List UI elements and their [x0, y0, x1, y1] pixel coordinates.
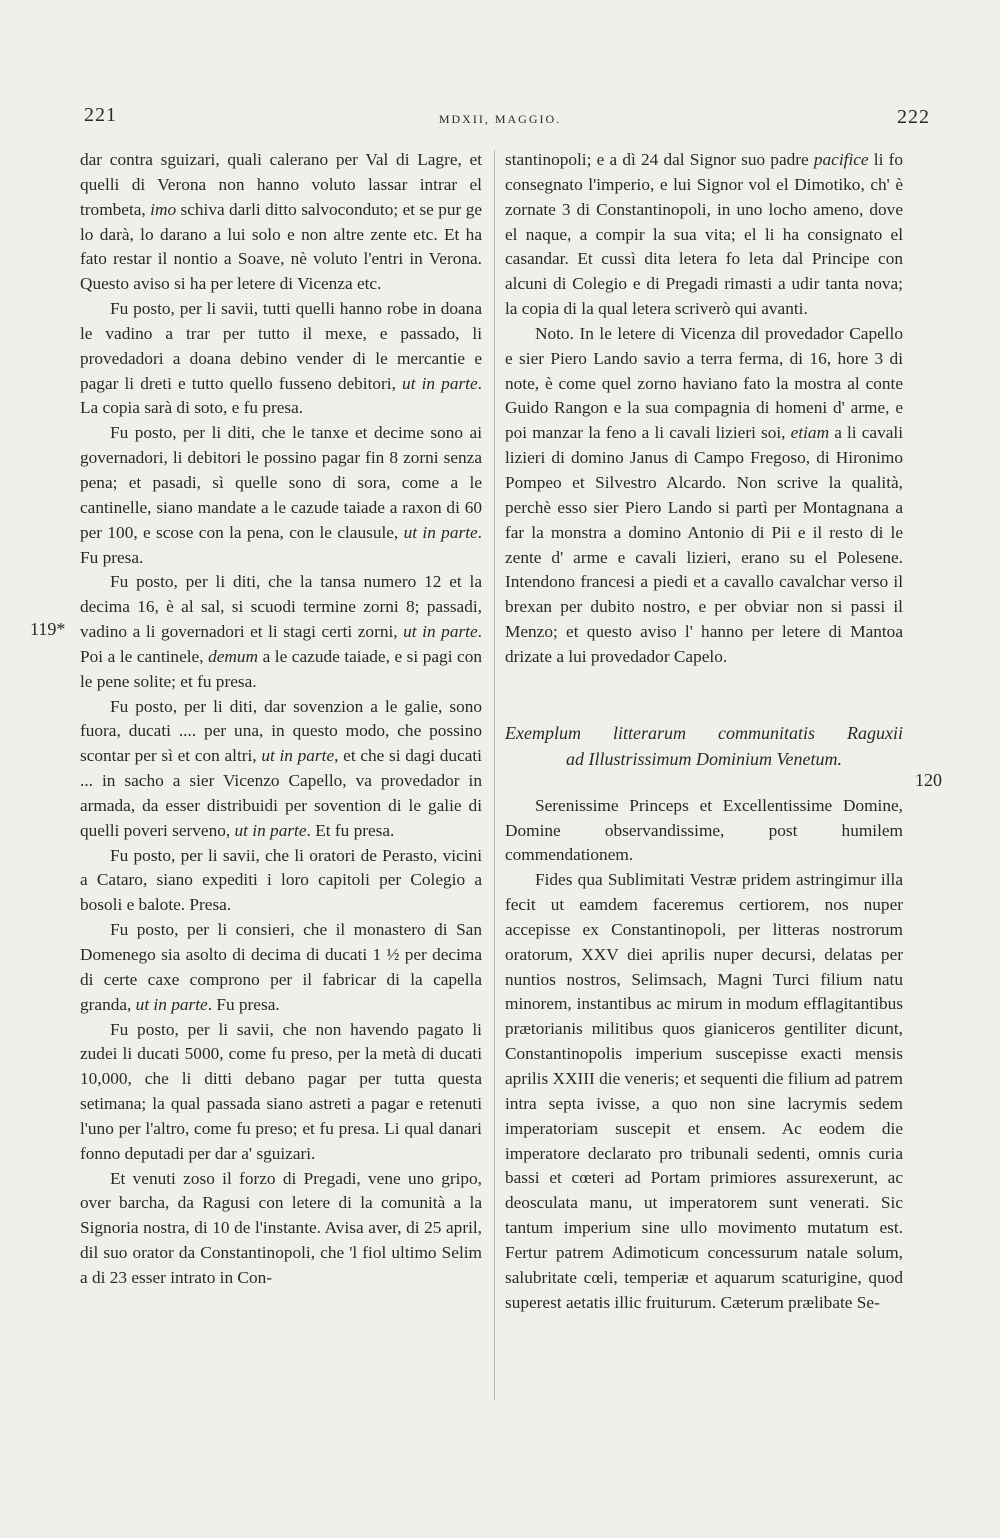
left-paragraph: Fu posto, per li savii, che li oratori de Perasto, vicini a Cataro, siano expediti i loro capitoli per Colegio a bosoli e balote. Presa.	[80, 845, 482, 915]
right-paragraph: Noto. In le letere di Vicenza dil provedador Capello e sier Piero Lando savio a terra ferma, di 16, hore 3 di note, è come quel zorno haviano fato la mostra al conte Guido Rangon e la sua compagnia di homeni d' arme, e poi manzar la feno a li cavali lizieri soi, etiam a li cavali lizieri di domino Janus di Campo Fregoso, di Hironimo Pompeo et Silvestro Alcardo. Non scrive la qualità, perchè esso sier Piero Lando si partì per Montagnana a far la monstra a domino Antonio di Pii e il resto di le zente d' arme e cavali lizieri, erano su el Polesene. Intendono francesi a piedi et a cavallo cavalchar verso il brexan per dubito nostro, e per obviar non si passi il Menzo; et questo aviso l' hanno per letere di Mantoa drizate a lui provedador Capelo.	[505, 323, 903, 666]
letter-title-line-1: Exemplum litterarum communitatis Raguxii	[505, 722, 903, 743]
left-paragraph: Fu posto, per li savii, che non havendo pagato li zudei li ducati 5000, come fu preso, per la metà di ducati 10,000, che li ditti debano pagar per tutta questa setimana; la qual passada siano astreti a pagar e retenuti l'uno per l'altro, come fu preso; et fu presa. Li qual danari fonno deputadi per dar a' sguizari.	[80, 1019, 482, 1163]
page-number-left: 221	[84, 104, 117, 126]
left-paragraph: Fu posto, per li diti, che le tanxe et decime sono ai governadori, li debitori le possino pagar fin 8 zorni senza pena; et pasadi, sì quelle sono di sora, come a le cantinelle, siano mandate a le cazude taiade a raxon di 60 per 100, e scose con la pena, con le clausule, ut in parte. Fu presa.	[80, 423, 482, 567]
column-divider	[494, 150, 495, 1400]
right-paragraph: Fides qua Sublimitati Vestræ pridem astringimur illa fecit ut eamdem faceremus certiorem, nos nuper accepisse ex Constantinopoli, per litteras nostrorum oratorum, XXV diei aprilis nuper decursi, delatas per nuntios nostros, Selimsach, Magni Turci filium natu minorem, instantibus ac mirum in modum efflagitantibus prætorianis militibus quos gianiceros gentiliter dicunt, Constantinopolis imperium suscepisse exacti mensis aprilis XXIII die veneris; et sequenti die filium ad patrem intra septa ivisse, a quo non sine lacrymis sedem imperatoriam suscepit et ensem. Ac eodem die imperatore declarato pro tribunali sedenti, omnis curia bassi et cœteri ad Portam primiores assurexerunt, ac deosculata manu, ut imperatorem sunt venerati. Sic tantum imperium sine ullo movimento mutatum est. Fertur patrem Adimoticum concessurum natale solum, salubritate cœli, temperiæ et aquarum scaturigine, quod superest aetatis illic fruiturum. Cæterum prælibate Se-	[505, 870, 903, 1312]
margin-note-left: 119*	[30, 619, 66, 639]
running-title: MDXII, MAGGIO.	[438, 112, 562, 126]
spacer	[505, 670, 903, 720]
left-paragraph: Fu posto, per li diti, dar sovenzion a le galie, sono fuora, ducati .... per una, in questo modo, che possino scontar per sì et con altri, ut in parte, et che si dagi ducati ... in sacho a sier Vicenzo Capello, va provedador in armada, da esser distribuidi per sovention di le galie di quelli poveri serveno, ut in parte. Et fu presa.	[80, 696, 482, 840]
right-column	[505, 148, 903, 1315]
left-paragraph: dar contra sguizari, quali calerano per Val di Lagre, et quelli di Verona non hanno voluto lassar intrar el trombeta, imo schiva darli ditto salvoconduto; et se pur ge lo darà, lo darano a lui solo e non altre zente etc. Et ha fato restar il nontio a Soave, nè voluto l'entri in Verona. Questo aviso si ha per letere di Vicenza etc.	[80, 150, 483, 294]
left-paragraph: Et venuti zoso il forzo di Pregadi, vene uno gripo, over barcha, da Ragusi con letere di la comunità a la Signoria nostra, di 10 de l'instante. Avisa aver, di 25 april, dil suo orator da Constantinopoli, che 'l fiol ultimo Selim a di 23 esser intrato in Con-	[80, 1168, 482, 1287]
spacer	[505, 772, 903, 794]
left-paragraph: Fu posto, per li consieri, che il monastero di San Domenego sia asolto di decima di ducati 1 ½ per decima di certe caxe comprono per il fabricar di la capella granda, ut in parte. Fu presa.	[80, 920, 482, 1014]
right-paragraph: Serenissime Princeps et Excellentissime Domine, Domine observandissime, post humilem commendationem.	[505, 795, 903, 865]
left-column	[80, 148, 482, 1291]
page-header	[0, 104, 1000, 134]
left-paragraph: Fu posto, per li diti, che la tansa numero 12 et la decima 16, è al sal, si scuodi termine zorni 8; passadi, vadino a li governadori et li stagi certi zorni, ut in parte. Poi a le cantinele, demum a le cazude taiade, e si pagi con le pene solite; et fu presa.	[80, 572, 482, 691]
margin-note-right: 120	[915, 770, 942, 790]
letter-title-line-2: ad Illustrissimum Dominium Venetum.	[566, 748, 842, 769]
page-number-right: 222	[897, 106, 930, 128]
left-paragraph: Fu posto, per li savii, tutti quelli hanno robe in doana le vadino a trar per tutto il mexe, e passado, li provedadori a doana debino vender di le mercantie e pagar li dreti e tutto quello fusseno debitori, ut in parte. La copia sarà di soto, e fu presa.	[80, 299, 482, 418]
right-paragraph: stantinopoli; e a dì 24 dal Signor suo padre pacifice li fo consegnato l'imperio, e lui Signor vol el Dimotiko, ch' è zornate 3 di Constantinopoli, in uno locho ameno, dove el naque, a compir la sua vita; el li ha consignato el casandar. Et cussì dita letera fo leta dal Principe con alcuni di Colegio e di Pregadi rimasti a udir tanta nova; la copia di la qual letera scriverò qui avanti.	[505, 150, 903, 319]
